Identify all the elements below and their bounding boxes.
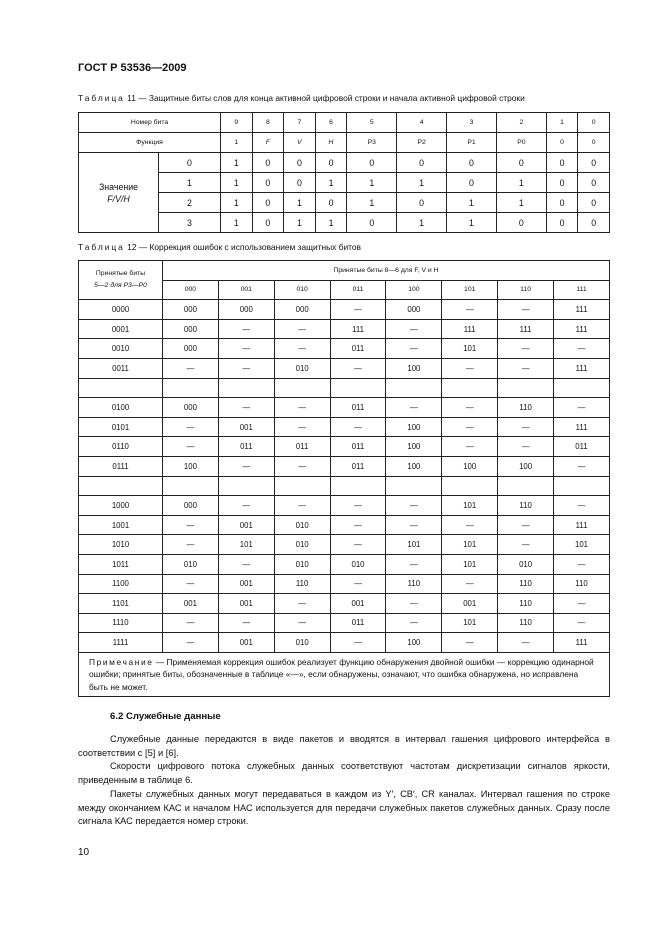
corrected-bits-cell: — bbox=[442, 437, 498, 457]
corrected-bits-cell: 001 bbox=[218, 633, 274, 653]
corrected-bits-cell: 000 bbox=[274, 300, 330, 320]
corrected-bits-cell: — bbox=[163, 535, 219, 555]
value-bit: 0 bbox=[447, 153, 497, 173]
value-bit: 1 bbox=[221, 153, 253, 173]
corrected-bits-cell: 111 bbox=[554, 417, 610, 437]
standard-header: ГОСТ Р 53536—2009 bbox=[78, 62, 187, 74]
corner-label-cell bbox=[79, 261, 163, 300]
value-index: 1 bbox=[159, 173, 221, 193]
corrected-bits-cell: — bbox=[218, 319, 274, 339]
corrected-bits-cell: 001 bbox=[330, 594, 386, 614]
corner-label-line2: 5—2 для P3—P0 bbox=[94, 282, 147, 290]
value-bit: 0 bbox=[252, 213, 284, 233]
table12-row bbox=[79, 535, 610, 555]
corrected-bits-cell: 111 bbox=[442, 319, 498, 339]
value-bit: 0 bbox=[315, 193, 347, 213]
corrected-bits-cell bbox=[218, 378, 274, 398]
corrected-bits-cell: — bbox=[274, 594, 330, 614]
corrected-bits-cell: — bbox=[554, 613, 610, 633]
corrected-bits-cell: 000 bbox=[163, 339, 219, 359]
corrected-bits-cell: 111 bbox=[554, 358, 610, 378]
corrected-bits-cell: 100 bbox=[386, 456, 442, 476]
value-bit: 1 bbox=[496, 173, 546, 193]
table12-row bbox=[79, 554, 610, 574]
corrected-bits-cell: 111 bbox=[554, 319, 610, 339]
received-bits-cell: 0010 bbox=[79, 339, 163, 359]
corrected-bits-cell: — bbox=[274, 339, 330, 359]
value-bit: 1 bbox=[447, 193, 497, 213]
received-bits-cell: 0100 bbox=[79, 398, 163, 418]
corrected-bits-cell bbox=[386, 476, 442, 496]
received-bits-cell: 0111 bbox=[79, 456, 163, 476]
corrected-bits-cell: — bbox=[218, 456, 274, 476]
corrected-bits-cell: 101 bbox=[442, 554, 498, 574]
corrected-bits-cell: 000 bbox=[163, 496, 219, 516]
note-prefix: Примечание bbox=[89, 656, 154, 667]
corrected-bits-cell: — bbox=[554, 398, 610, 418]
section-title: 6.2 Служебные данные bbox=[110, 711, 221, 722]
received-bits-cell bbox=[79, 378, 163, 398]
corrected-bits-cell: 110 bbox=[554, 574, 610, 594]
function-cell: 0 bbox=[578, 133, 610, 153]
corrected-bits-cell: — bbox=[386, 515, 442, 535]
corrected-bits-cell: — bbox=[218, 496, 274, 516]
corrected-bits-cell: — bbox=[274, 319, 330, 339]
value-bit: 1 bbox=[447, 213, 497, 233]
received-bits-cell: 1001 bbox=[79, 515, 163, 535]
corrected-bits-cell: — bbox=[386, 613, 442, 633]
corrected-bits-cell: 001 bbox=[218, 574, 274, 594]
table12-caption-text: 12 — Коррекция ошибок с использованием защитных битов bbox=[124, 242, 362, 252]
corrected-bits-cell: — bbox=[163, 358, 219, 378]
corrected-bits-cell: — bbox=[554, 554, 610, 574]
value-bit: 1 bbox=[347, 193, 397, 213]
corrected-bits-cell: 010 bbox=[274, 358, 330, 378]
table12-blank-row bbox=[79, 378, 610, 398]
table12-caption-prefix: Таблица bbox=[78, 242, 125, 252]
corrected-bits-cell: — bbox=[163, 417, 219, 437]
corrected-bits-cell: 100 bbox=[163, 456, 219, 476]
corrected-bits-cell: 011 bbox=[330, 613, 386, 633]
corrected-bits-cell: — bbox=[274, 613, 330, 633]
corrected-bits-cell: 000 bbox=[386, 300, 442, 320]
function-cell: 1 bbox=[221, 133, 253, 153]
corrected-bits-cell: — bbox=[442, 417, 498, 437]
corrected-bits-cell: 001 bbox=[218, 594, 274, 614]
received-bits-cell: 0001 bbox=[79, 319, 163, 339]
corrected-bits-cell: — bbox=[330, 496, 386, 516]
corrected-bits-cell: 111 bbox=[554, 515, 610, 535]
corrected-bits-cell: 111 bbox=[554, 300, 610, 320]
function-cell: 0 bbox=[546, 133, 578, 153]
value-bit: 0 bbox=[252, 153, 284, 173]
corrected-bits-cell: 100 bbox=[498, 456, 554, 476]
value-bit: 0 bbox=[284, 173, 316, 193]
table12-note bbox=[79, 652, 610, 697]
bit-number-cell: 8 bbox=[252, 113, 284, 133]
value-bit: 0 bbox=[347, 153, 397, 173]
value-bit: 1 bbox=[347, 173, 397, 193]
bit-number-cell: 5 bbox=[347, 113, 397, 133]
table11-caption-text: 11 — Защитные биты слов для конца активной цифровой строки и начала активной цифровой строки bbox=[124, 93, 525, 103]
corrected-bits-cell: 101 bbox=[442, 535, 498, 555]
value-bit: 1 bbox=[221, 173, 253, 193]
function-label: Функция bbox=[79, 133, 221, 153]
value-bit: 1 bbox=[397, 173, 447, 193]
column-header: 001 bbox=[218, 280, 274, 300]
corrected-bits-cell: 011 bbox=[330, 339, 386, 359]
table12-row bbox=[79, 300, 610, 320]
corrected-bits-cell: — bbox=[163, 515, 219, 535]
corrected-bits-cell: 010 bbox=[498, 554, 554, 574]
corrected-bits-cell: — bbox=[330, 417, 386, 437]
corrected-bits-cell: — bbox=[386, 594, 442, 614]
table12-row bbox=[79, 613, 610, 633]
corrected-bits-cell: — bbox=[218, 358, 274, 378]
corrected-bits-cell: — bbox=[330, 358, 386, 378]
function-cell: P1 bbox=[447, 133, 497, 153]
value-label: Значение bbox=[98, 181, 138, 192]
corrected-bits-cell: 101 bbox=[442, 613, 498, 633]
corrected-bits-cell: 010 bbox=[274, 535, 330, 555]
corrected-bits-cell: — bbox=[442, 300, 498, 320]
table12-body bbox=[79, 300, 610, 653]
table12-row bbox=[79, 633, 610, 653]
column-header: 111 bbox=[554, 280, 610, 300]
corrected-bits-cell: — bbox=[498, 358, 554, 378]
received-bits-cell: 1000 bbox=[79, 496, 163, 516]
corrected-bits-cell: 010 bbox=[274, 633, 330, 653]
value-bit: 1 bbox=[315, 173, 347, 193]
received-bits-cell bbox=[79, 476, 163, 496]
column-header: 011 bbox=[330, 280, 386, 300]
value-bit: 1 bbox=[221, 213, 253, 233]
received-bits-cell: 1111 bbox=[79, 633, 163, 653]
received-bits-cell: 0011 bbox=[79, 358, 163, 378]
received-bits-cell: 0110 bbox=[79, 437, 163, 457]
corrected-bits-cell: 110 bbox=[498, 594, 554, 614]
corrected-bits-cell: — bbox=[498, 417, 554, 437]
corrected-bits-cell: 101 bbox=[442, 496, 498, 516]
value-index: 3 bbox=[159, 213, 221, 233]
value-index: 0 bbox=[159, 153, 221, 173]
corrected-bits-cell: — bbox=[386, 496, 442, 516]
bit-number-cell: 9 bbox=[221, 113, 253, 133]
corrected-bits-cell: — bbox=[554, 456, 610, 476]
table12-blank-row bbox=[79, 476, 610, 496]
value-bit: 0 bbox=[397, 153, 447, 173]
table12-row bbox=[79, 515, 610, 535]
bit-number-cell: 6 bbox=[315, 113, 347, 133]
value-bit: 0 bbox=[578, 193, 610, 213]
table-11 bbox=[78, 112, 610, 233]
corrected-bits-cell: 100 bbox=[386, 358, 442, 378]
corrected-bits-cell bbox=[163, 476, 219, 496]
bit-number-cell: 3 bbox=[447, 113, 497, 133]
column-header: 000 bbox=[163, 280, 219, 300]
corrected-bits-cell: 110 bbox=[498, 398, 554, 418]
corrected-bits-cell: 010 bbox=[330, 554, 386, 574]
received-bits-cell: 1101 bbox=[79, 594, 163, 614]
value-bit: 0 bbox=[546, 213, 578, 233]
table12-row bbox=[79, 319, 610, 339]
corrected-bits-cell: 100 bbox=[386, 417, 442, 437]
received-bits-cell: 1010 bbox=[79, 535, 163, 555]
function-cell: P3 bbox=[347, 133, 397, 153]
corrected-bits-cell: — bbox=[218, 339, 274, 359]
corrected-bits-cell: — bbox=[163, 574, 219, 594]
table12-row bbox=[79, 358, 610, 378]
corrected-bits-cell bbox=[330, 378, 386, 398]
column-header: 100 bbox=[386, 280, 442, 300]
value-bit: 0 bbox=[578, 153, 610, 173]
corrected-bits-cell: 110 bbox=[498, 574, 554, 594]
table11-caption-prefix: Таблица bbox=[78, 93, 125, 103]
corrected-bits-cell: 101 bbox=[218, 535, 274, 555]
received-bits-header: Принятые биты 8—6 для F, V и H bbox=[163, 261, 610, 281]
corrected-bits-cell: — bbox=[330, 633, 386, 653]
table12-row bbox=[79, 594, 610, 614]
corrected-bits-cell: — bbox=[386, 554, 442, 574]
corrected-bits-cell: 111 bbox=[330, 319, 386, 339]
corrected-bits-cell: 001 bbox=[218, 515, 274, 535]
corrected-bits-cell: 000 bbox=[218, 300, 274, 320]
corrected-bits-cell: — bbox=[554, 496, 610, 516]
corrected-bits-cell: — bbox=[330, 300, 386, 320]
corrected-bits-cell: 011 bbox=[218, 437, 274, 457]
corrected-bits-cell: 011 bbox=[330, 398, 386, 418]
value-bit: 0 bbox=[347, 213, 397, 233]
received-bits-cell: 1100 bbox=[79, 574, 163, 594]
corrected-bits-cell bbox=[330, 476, 386, 496]
corrected-bits-cell: — bbox=[218, 613, 274, 633]
function-cell: F bbox=[252, 133, 284, 153]
corner-label-line1: Принятые биты bbox=[95, 270, 146, 278]
corrected-bits-cell bbox=[498, 378, 554, 398]
corrected-bits-cell: — bbox=[498, 300, 554, 320]
value-bit: 0 bbox=[315, 153, 347, 173]
value-bit: 0 bbox=[546, 153, 578, 173]
section-body bbox=[78, 733, 610, 829]
value-bit: 0 bbox=[578, 213, 610, 233]
corrected-bits-cell bbox=[442, 476, 498, 496]
bit-number-label: Номер бита bbox=[79, 113, 221, 133]
bit-number-cell: 7 bbox=[284, 113, 316, 133]
value-bit: 0 bbox=[546, 193, 578, 213]
function-cell: V bbox=[284, 133, 316, 153]
bit-number-cell: 0 bbox=[578, 113, 610, 133]
corrected-bits-cell: 011 bbox=[274, 437, 330, 457]
corrected-bits-cell bbox=[498, 476, 554, 496]
received-bits-cell: 0101 bbox=[79, 417, 163, 437]
value-sublabel: F/V/H bbox=[107, 193, 130, 204]
received-bits-cell: 1011 bbox=[79, 554, 163, 574]
corrected-bits-cell: 011 bbox=[330, 437, 386, 457]
corrected-bits-cell bbox=[386, 378, 442, 398]
corrected-bits-cell: — bbox=[554, 594, 610, 614]
bit-number-cell: 4 bbox=[397, 113, 447, 133]
corrected-bits-cell: — bbox=[498, 437, 554, 457]
corrected-bits-cell: 010 bbox=[274, 515, 330, 535]
corrected-bits-cell: 101 bbox=[442, 339, 498, 359]
value-bit: 0 bbox=[546, 173, 578, 193]
corrected-bits-cell: 000 bbox=[163, 398, 219, 418]
corrected-bits-cell: — bbox=[330, 515, 386, 535]
corrected-bits-cell: 001 bbox=[163, 594, 219, 614]
value-bit: 0 bbox=[252, 173, 284, 193]
corrected-bits-cell: 000 bbox=[163, 319, 219, 339]
value-bit: 0 bbox=[447, 173, 497, 193]
table11-value-row bbox=[79, 193, 610, 213]
table12-row bbox=[79, 398, 610, 418]
corrected-bits-cell: 100 bbox=[442, 456, 498, 476]
value-bit: 1 bbox=[315, 213, 347, 233]
value-bit: 0 bbox=[252, 193, 284, 213]
corrected-bits-cell: — bbox=[163, 613, 219, 633]
received-bits-cell: 0000 bbox=[79, 300, 163, 320]
corrected-bits-cell bbox=[554, 476, 610, 496]
table11-caption bbox=[78, 93, 525, 103]
column-header: 110 bbox=[498, 280, 554, 300]
corrected-bits-cell: 111 bbox=[554, 633, 610, 653]
table11-row-bit-number bbox=[79, 113, 610, 133]
corrected-bits-cell: — bbox=[274, 456, 330, 476]
corrected-bits-cell: — bbox=[498, 633, 554, 653]
corrected-bits-cell: 100 bbox=[386, 437, 442, 457]
corrected-bits-cell: 010 bbox=[274, 554, 330, 574]
bit-number-cell: 1 bbox=[546, 113, 578, 133]
value-index: 2 bbox=[159, 193, 221, 213]
note-text: — Применяемая коррекция ошибок реализует функцию обнаружения двойной ошибки — коррекцию одинарной ошибки; принятые биты, обозначенные в таблице «—», если обнаружены, означают, что ошибка обнаружена, но исправлена быть не может. bbox=[89, 656, 594, 692]
corrected-bits-cell: — bbox=[442, 515, 498, 535]
corrected-bits-cell: 110 bbox=[386, 574, 442, 594]
page-number: 10 bbox=[78, 847, 90, 858]
value-bit: 1 bbox=[397, 213, 447, 233]
bit-number-cell: 2 bbox=[496, 113, 546, 133]
table12-row bbox=[79, 496, 610, 516]
received-bits-cell: 1110 bbox=[79, 613, 163, 633]
corrected-bits-cell: — bbox=[218, 554, 274, 574]
corrected-bits-cell: 111 bbox=[498, 319, 554, 339]
corrected-bits-cell: — bbox=[330, 535, 386, 555]
table-12 bbox=[78, 260, 610, 697]
function-cell: P0 bbox=[496, 133, 546, 153]
table12-row bbox=[79, 574, 610, 594]
value-bit: 0 bbox=[284, 153, 316, 173]
table12-header-row bbox=[79, 261, 610, 281]
corrected-bits-cell: — bbox=[442, 358, 498, 378]
corrected-bits-cell: — bbox=[163, 437, 219, 457]
corrected-bits-cell: 001 bbox=[442, 594, 498, 614]
corrected-bits-cell bbox=[163, 378, 219, 398]
table11-row-function bbox=[79, 133, 610, 153]
corrected-bits-cell: — bbox=[498, 339, 554, 359]
corrected-bits-cell bbox=[274, 476, 330, 496]
corrected-bits-cell: — bbox=[163, 633, 219, 653]
corrected-bits-cell: — bbox=[498, 535, 554, 555]
table12-row bbox=[79, 339, 610, 359]
column-header: 101 bbox=[442, 280, 498, 300]
corrected-bits-cell: — bbox=[442, 398, 498, 418]
function-cell: P2 bbox=[397, 133, 447, 153]
value-bit: 1 bbox=[496, 193, 546, 213]
corrected-bits-cell: — bbox=[330, 574, 386, 594]
corrected-bits-cell: — bbox=[498, 515, 554, 535]
corrected-bits-cell: 110 bbox=[274, 574, 330, 594]
corrected-bits-cell: — bbox=[274, 496, 330, 516]
corrected-bits-cell: — bbox=[274, 417, 330, 437]
table12-caption bbox=[78, 242, 361, 252]
corrected-bits-cell: — bbox=[386, 398, 442, 418]
table12-row bbox=[79, 456, 610, 476]
table12-note-row bbox=[79, 652, 610, 697]
corrected-bits-cell: — bbox=[442, 574, 498, 594]
corrected-bits-cell: 101 bbox=[554, 535, 610, 555]
corrected-bits-cell: 011 bbox=[330, 456, 386, 476]
corrected-bits-cell: 100 bbox=[386, 633, 442, 653]
corrected-bits-cell bbox=[442, 378, 498, 398]
column-header: 010 bbox=[274, 280, 330, 300]
table12-row bbox=[79, 437, 610, 457]
corrected-bits-cell bbox=[554, 378, 610, 398]
corrected-bits-cell: — bbox=[218, 398, 274, 418]
table11-value-row bbox=[79, 153, 610, 173]
function-cell: H bbox=[315, 133, 347, 153]
corrected-bits-cell bbox=[218, 476, 274, 496]
corrected-bits-cell: — bbox=[442, 633, 498, 653]
value-bit: 0 bbox=[496, 153, 546, 173]
value-label-cell bbox=[79, 153, 159, 233]
corrected-bits-cell: 101 bbox=[386, 535, 442, 555]
value-bit: 1 bbox=[284, 193, 316, 213]
table12-row bbox=[79, 417, 610, 437]
corrected-bits-cell: 011 bbox=[554, 437, 610, 457]
corrected-bits-cell: — bbox=[386, 319, 442, 339]
value-bit: 0 bbox=[397, 193, 447, 213]
table11-value-row bbox=[79, 173, 610, 193]
table11-value-row bbox=[79, 213, 610, 233]
corrected-bits-cell: 110 bbox=[498, 496, 554, 516]
paragraph-2: Скорости цифрового потока служебных данных соответствуют частотам дискретизации сигналов яркости, приведенным в таблице 6. bbox=[78, 761, 610, 786]
value-bit: 1 bbox=[221, 193, 253, 213]
corrected-bits-cell bbox=[274, 378, 330, 398]
paragraph-1: Служебные данные передаются в виде пакетов и вводятся в интервал гашения цифрового интерфейса в соответствии с [5] и [6]. bbox=[78, 734, 610, 758]
paragraph-3: Пакеты служебных данных могут передаваться в каждом из Y′, CB′, CR каналах. Интервал гашения по строке между окончанием КАС и началом НАС используется для передачи служебных пакетов служебных данных. Сразу после сигнала КАС передается номер строки. bbox=[78, 788, 610, 827]
value-bit: 1 bbox=[284, 213, 316, 233]
corrected-bits-cell: 010 bbox=[163, 554, 219, 574]
corrected-bits-cell: 110 bbox=[498, 613, 554, 633]
corrected-bits-cell: — bbox=[554, 339, 610, 359]
value-bit: 0 bbox=[496, 213, 546, 233]
corrected-bits-cell: — bbox=[386, 339, 442, 359]
corrected-bits-cell: 000 bbox=[163, 300, 219, 320]
corrected-bits-cell: 001 bbox=[218, 417, 274, 437]
corrected-bits-cell: — bbox=[274, 398, 330, 418]
value-bit: 0 bbox=[578, 173, 610, 193]
